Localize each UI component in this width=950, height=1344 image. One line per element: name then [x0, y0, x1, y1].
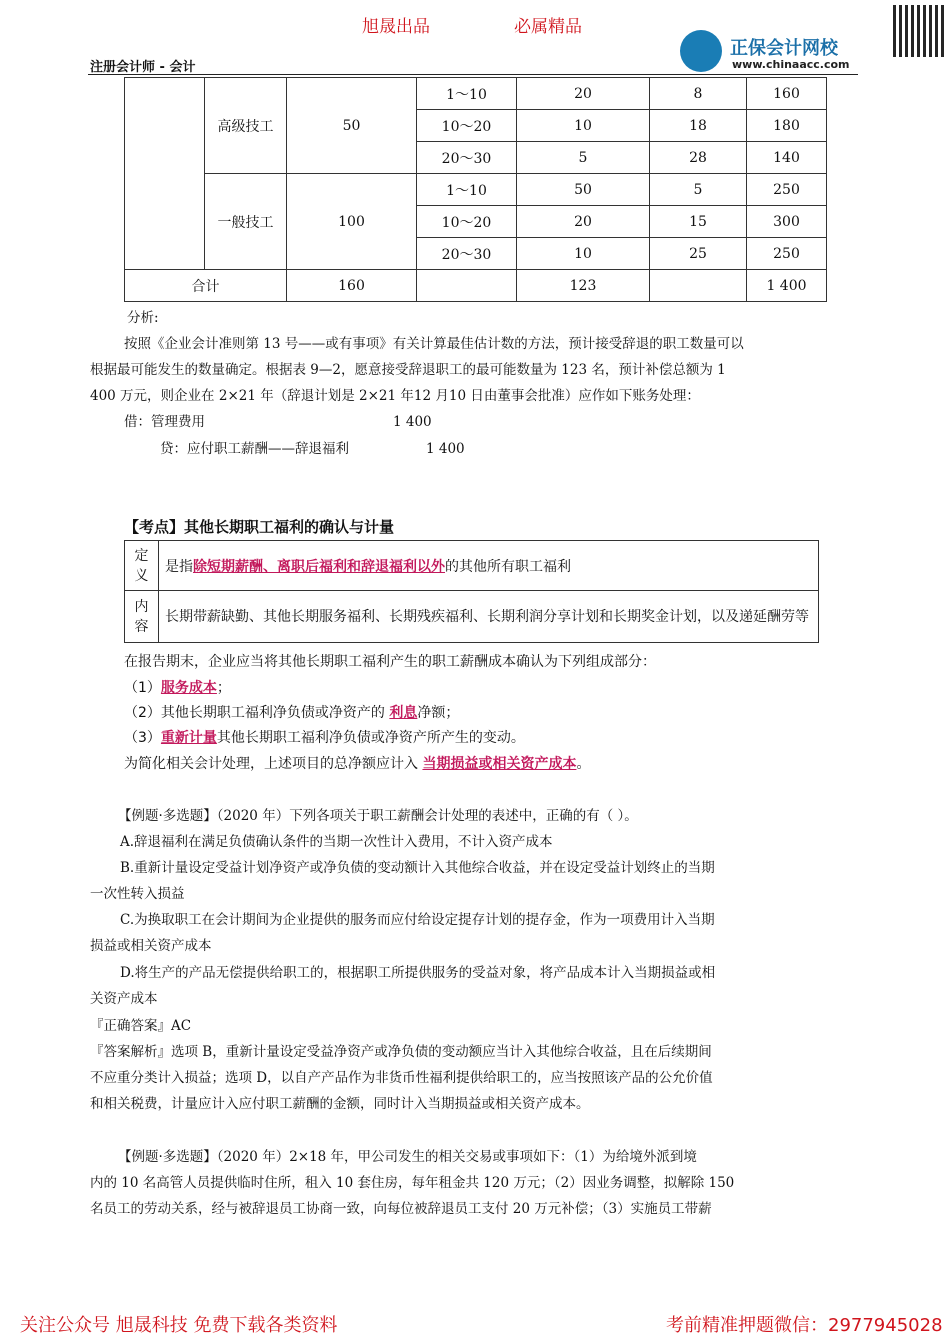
item-num: （3） — [124, 730, 161, 746]
total-accept: 123 — [517, 270, 650, 302]
table-cell: 1～10 — [417, 78, 517, 110]
table-cell: 20 — [517, 206, 650, 238]
table-cell: 180 — [747, 110, 827, 142]
option-b: B.重新计量设定受益计划净资产或净负债的变动额计入其他综合收益，并在设定受益计划终止的当期 — [120, 860, 715, 876]
table-cell: 8 — [650, 78, 747, 110]
definition-table — [124, 540, 819, 643]
explanation-line: 『答案解析』选项 B，重新计量设定受益净资产或净负债的变动额应当计入其他综合收益，且在后续期间 — [90, 1044, 712, 1060]
qr-code-icon — [893, 5, 945, 57]
content-text: 长期带薪缺勤、其他长期服务福利、长期残疾福利、长期利润分享计划和长期奖金计划，以及递延酬劳等 — [159, 591, 819, 643]
debit-amount: 1 400 — [393, 414, 432, 430]
table-cell: 18 — [650, 110, 747, 142]
item-num: （1） — [124, 680, 161, 696]
def-highlight: 除短期薪酬、离职后福利和辞退福利以外 — [193, 558, 445, 575]
option-d: D.将生产的产品无偿提供给职工的，根据职工所提供服务的受益对象，将产品成本计入当期损益或相 — [120, 965, 716, 981]
summary-highlight: 当期损益或相关资产成本 — [422, 756, 577, 772]
table-cell: 15 — [650, 206, 747, 238]
category-cell: 高级技工 — [205, 78, 287, 174]
total-amount: 1 400 — [747, 270, 827, 302]
logo-url: www.chinaacc.com — [732, 58, 850, 71]
header-brand-left: 旭晟出品 — [362, 17, 430, 37]
count-cell: 100 — [287, 174, 417, 270]
total-blank — [417, 270, 517, 302]
table-cell: 1～10 — [417, 174, 517, 206]
item-1 — [124, 675, 231, 701]
example2-line: 内的 10 名高管人员提供临时住所，租入 10 套住房，每年租金共 120 万元；（2）因业务调整，拟解除 150 — [90, 1175, 735, 1191]
table-cell: 5 — [650, 174, 747, 206]
table-cell: 20～30 — [417, 142, 517, 174]
definition-text — [159, 541, 819, 591]
item-post: 其他长期职工福利净负债或净资产所产生的变动。 — [216, 730, 525, 746]
table-cell: 5 — [517, 142, 650, 174]
table-cell: 10～20 — [417, 110, 517, 142]
credit-amount: 1 400 — [426, 441, 465, 457]
def-post: 的其他所有职工福利 — [445, 558, 571, 575]
item-highlight: 利息 — [389, 705, 418, 721]
footer-right: 考前精准押题微信：2977945028 — [666, 1315, 943, 1336]
table-cell: 28 — [650, 142, 747, 174]
explanation-line: 不应重分类计入损益；选项 D，以自产产品作为非货币性福利提供给职工的，应当按照该产品的公允价值 — [90, 1070, 713, 1086]
table-cell: 25 — [650, 238, 747, 270]
item-3 — [124, 725, 525, 751]
category-cell: 一般技工 — [205, 174, 287, 270]
count-cell: 50 — [287, 78, 417, 174]
header-brand-right: 必属精品 — [514, 17, 582, 37]
option-b-cont: 一次性转入损益 — [90, 886, 185, 902]
table-cell: 20～30 — [417, 238, 517, 270]
table-cell: 160 — [747, 78, 827, 110]
analysis-line: 根据最可能发生的数量确定。根据表 9—2，愿意接受辞退职工的最可能数量为 123 名，预计补偿总额为 1 — [90, 362, 726, 378]
total-blank — [650, 270, 747, 302]
definition-label: 定义 — [125, 541, 159, 591]
header-subtitle: 注册会计师 - 会计 — [90, 60, 196, 75]
logo-icon — [680, 30, 722, 72]
item-pre: （2）其他长期职工福利净负债或净资产的 — [124, 705, 390, 721]
correct-answer: 『正确答案』AC — [90, 1018, 192, 1034]
analysis-line: 400 万元，则企业在 2×21 年（辞退计划是 2×21 年12 月10 日由董事会批准）应作如下账务处理： — [90, 388, 700, 404]
explanation-line: 和相关税费，计量应计入应付职工薪酬的金额，同时计入当期损益或相关资产成本。 — [90, 1096, 590, 1112]
debit-entry: 借：管理费用 — [124, 414, 205, 430]
summary-pre: 为简化相关会计处理，上述项目的总净额应计入 — [124, 756, 423, 772]
table-cell: 20 — [517, 78, 650, 110]
item-post: ； — [216, 680, 231, 696]
summary-text — [124, 751, 590, 777]
section-title: 【考点】其他长期职工福利的确认与计量 — [124, 518, 395, 536]
item-2 — [124, 700, 459, 726]
table-cell: 250 — [747, 174, 827, 206]
option-d-cont: 关资产成本 — [90, 991, 158, 1007]
table-cell: 50 — [517, 174, 650, 206]
table-cell: 300 — [747, 206, 827, 238]
analysis-label: 分析: — [127, 310, 159, 326]
item-highlight: 服务成本 — [160, 680, 217, 696]
content-label: 内容 — [125, 591, 159, 643]
total-count: 160 — [287, 270, 417, 302]
total-label: 合计 — [125, 270, 287, 302]
option-c-cont: 损益或相关资产成本 — [90, 938, 212, 954]
blank-cell — [125, 78, 205, 270]
intro-text: 在报告期末，企业应当将其他长期职工福利产生的职工薪酬成本确认为下列组成部分： — [124, 654, 656, 670]
item-highlight: 重新计量 — [160, 730, 217, 746]
example2-line: 【例题·多选题】（2020 年）2×18 年，甲公司发生的相关交易或事项如下：（1）为给境外派到境 — [118, 1149, 697, 1165]
table-cell: 10 — [517, 238, 650, 270]
table-cell: 10～20 — [417, 206, 517, 238]
analysis-line: 按照《企业会计准则第 13 号——或有事项》有关计算最佳估计数的方法，预计接受辞退的职工数量可以 — [124, 336, 744, 352]
table-cell: 10 — [517, 110, 650, 142]
footer-left: 关注公众号 旭晟科技 免费下载各类资料 — [20, 1315, 338, 1336]
option-c: C.为换取职工在会计期间为企业提供的服务而应付给设定提存计划的提存金，作为一项费用计入当期 — [120, 912, 715, 928]
severance-table — [124, 77, 827, 302]
credit-entry: 贷：应付职工薪酬——辞退福利 — [160, 441, 349, 457]
example-title: 【例题·多选题】（2020 年）下列各项关于职工薪酬会计处理的表述中，正确的有（ ）。 — [118, 808, 638, 824]
header-divider — [88, 74, 858, 75]
example2-line: 名员工的劳动关系，经与被辞退员工协商一致，向每位被辞退员工支付 20 万元补偿；（3）实施员工带薪 — [90, 1201, 712, 1217]
table-cell: 140 — [747, 142, 827, 174]
item-post: 净额； — [417, 705, 460, 721]
option-a: A.辞退福利在满足负债确认条件的当期一次性计入费用，不计入资产成本 — [120, 834, 553, 850]
table-cell: 250 — [747, 238, 827, 270]
logo-name: 正保会计网校 — [730, 38, 838, 59]
def-pre: 是指 — [165, 558, 193, 575]
summary-post: 。 — [576, 756, 591, 772]
